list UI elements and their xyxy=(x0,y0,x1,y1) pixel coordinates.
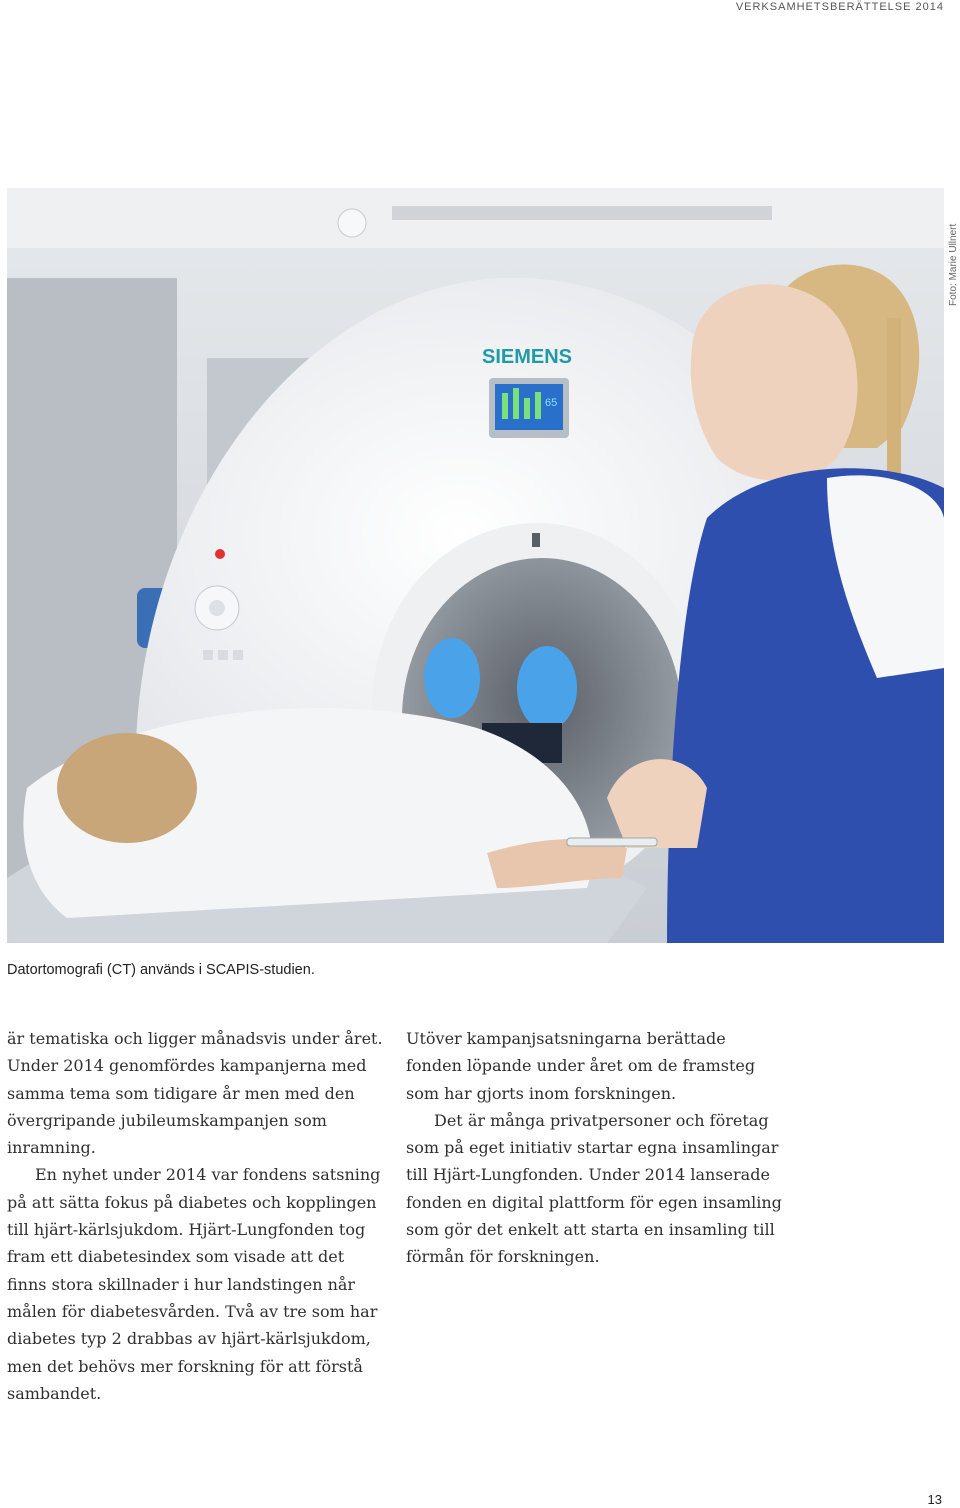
paragraph: Det är många privatpersoner och företag som på eget initiativ startar egna insamlingar till Hjärt-Lungfonden. Under 2014 lanserade fonden en digital plattform för egen insamling som gör det enkelt att starta en insamling till förmån för forskningen. xyxy=(406,1110,782,1267)
scanner-display-number: 65 xyxy=(545,397,558,409)
running-header: VERKSAMHETSBERÄTTELSE 2014 xyxy=(735,1,944,13)
paragraph: En nyhet under 2014 var fondens satsning på att sätta fokus på diabetes och kopplingen till hjärt-kärlsjukdom. Hjärt-Lungfonden tog fram ett diabetesindex som visade att det finns stora skillnader i hur landstingen når målen för diabetesvården. Två av tre som har diabetes typ 2 drabbas av hjärt-kärlsjukdom, men det behövs mer forskning för att förstå sambandet. xyxy=(7,1165,381,1403)
patient-shoe-cover-right xyxy=(517,646,577,730)
paragraph: är tematiska och ligger månadsvis under året. Under 2014 genomfördes kampanjerna med samma tema som tidigare år men med den övergripande jubileumskampanjen som inramning. xyxy=(7,1029,383,1158)
scanner-laser-slot xyxy=(532,533,540,547)
syringe xyxy=(567,838,657,846)
patient-shoe-cover-left xyxy=(424,638,480,718)
patient-hair xyxy=(57,733,197,843)
ct-scan-illustration xyxy=(7,188,944,943)
photo-caption: Datortomografi (CT) används i SCAPIS-studien. xyxy=(7,962,315,978)
scanner-brand-logo: SIEMENS xyxy=(482,346,573,368)
ceiling-light-panel xyxy=(392,206,772,220)
ceiling-vent xyxy=(338,209,366,237)
technician-face xyxy=(691,284,858,480)
text-column-right xyxy=(406,1025,786,1271)
ct-scan-photo xyxy=(7,188,944,943)
red-indicator-light xyxy=(215,549,225,559)
photo-credit: Foto: Marie Ullnert xyxy=(948,223,959,306)
page-number: 13 xyxy=(927,1492,942,1507)
paragraph: Utöver kampanjsatsningarna berättade fonden löpande under året om de framsteg som har gjorts inom forskningen. xyxy=(406,1029,756,1103)
text-column-left xyxy=(7,1025,387,1407)
